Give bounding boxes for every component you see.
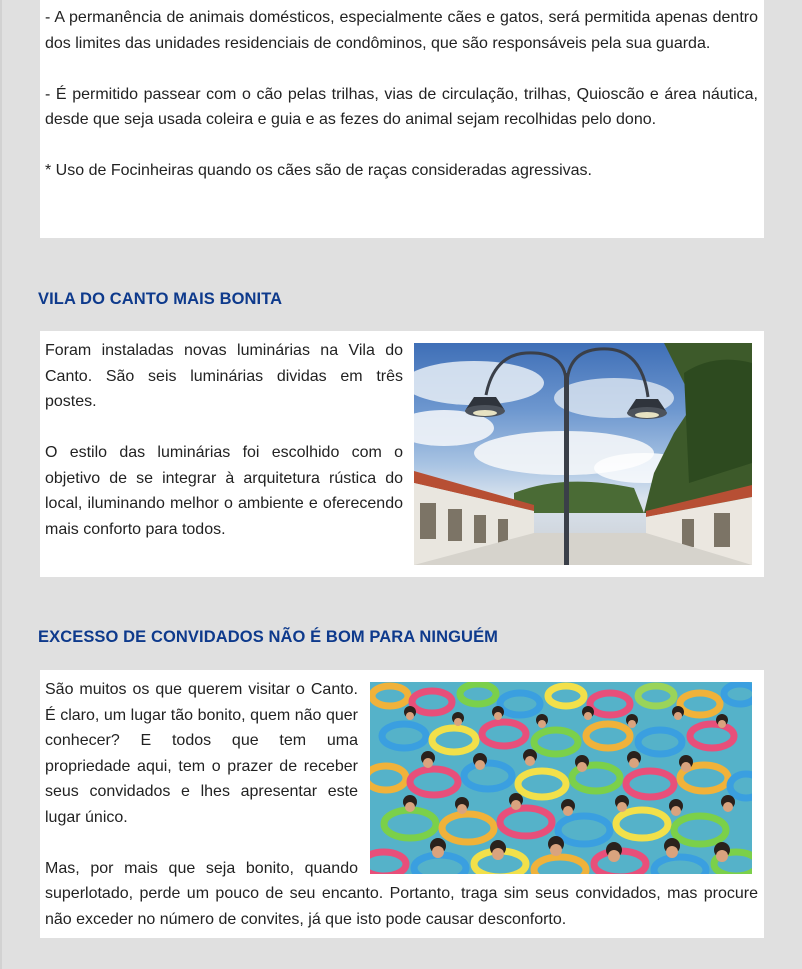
- section-title-convidados: EXCESSO DE CONVIDADOS NÃO É BOM PARA NINGUÉM: [38, 628, 499, 646]
- street-lamp-drawing: [414, 343, 752, 565]
- pet-rule-walking: - É permitido passear com o cão pelas trilhas, vias de circulação, trilhas, Quioscão e área náutica, desde que seja usada coleira e guia e as fezes do animal sejam recolhidas pelo dono.: [45, 85, 758, 128]
- pet-rule-muzzle: * Uso de Focinheiras quando os cães são de raças consideradas agressivas.: [45, 162, 592, 179]
- convidados-article-text: [45, 677, 758, 932]
- pet-rules-box: [40, 0, 764, 238]
- vila-article-text: [45, 338, 403, 542]
- convidados-article-box: [40, 670, 764, 938]
- convidados-paragraph-2-text: Mas, por mais que seja bonito, quando superlotado, perde um pouco de seu encanto. Portanto, traga sim seus convidados, mas procure não exceder no número de convites, já que isto pode causar desconforto.: [45, 859, 758, 928]
- convidados-paragraph-2: [45, 856, 758, 933]
- vila-paragraph-2: O estilo das luminárias foi escolhido com o objetivo de se integrar à arquitetura rústica do local, iluminando melhor o ambiente e oferecendo mais conforto para todos.: [45, 444, 403, 538]
- street-lamp-photo: [414, 343, 752, 565]
- vila-paragraph-1: Foram instaladas novas luminárias na Vila do Canto. São seis luminárias dividas em três postes.: [45, 342, 403, 410]
- photo-wrap-spacer: [358, 856, 758, 864]
- vila-article-box: [40, 331, 764, 577]
- section-title-vila: VILA DO CANTO MAIS BONITA: [38, 290, 283, 308]
- pet-rule-domestic: - A permanência de animais domésticos, especialmente cães e gatos, será permitida apenas dentro dos limites das unidades residenciais de condôminos, que são responsáveis pela sua guarda.: [45, 9, 758, 52]
- convidados-paragraph-1: São muitos os que querem visitar o Canto. É claro, um lugar tão bonito, quem não quer conhecer? E todos que tem uma propriedade aqui, tem o prazer de receber seus convidados e lhes apresentar este lugar único.: [45, 681, 358, 826]
